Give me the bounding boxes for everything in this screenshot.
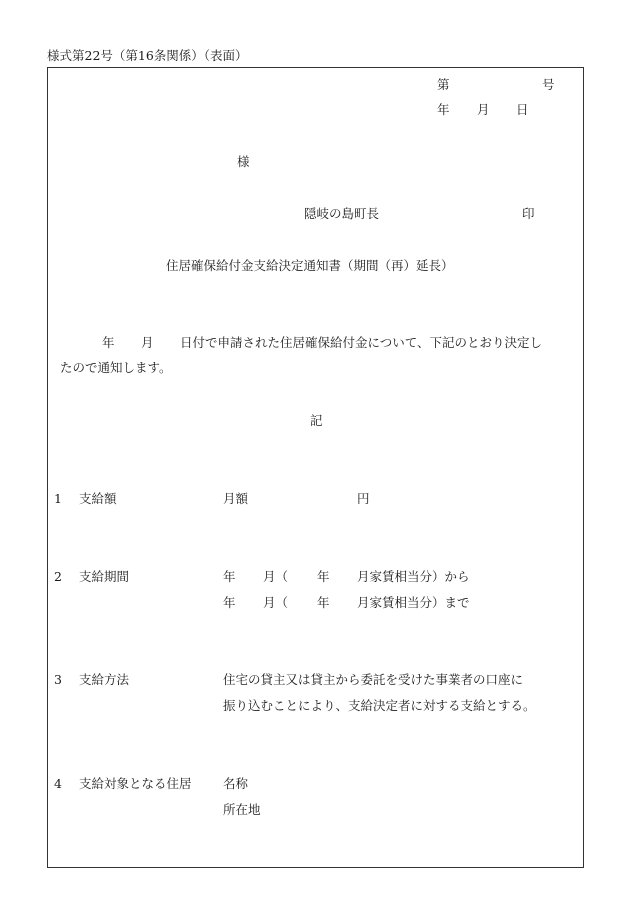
date-day: 日 <box>516 102 529 117</box>
period-from-month: 月（ <box>263 569 289 584</box>
item-3-line1: 住宅の貸主又は貸主から委託を受けた事業者の口座に <box>223 672 524 687</box>
item-3-line2: 振り込むことにより、支給決定者に対する支給とする。 <box>223 698 536 713</box>
body-year: 年 <box>102 335 115 350</box>
item-4-address: 所在地 <box>223 802 261 817</box>
item-1-number: 1 <box>54 491 62 506</box>
body-line2: たので通知します。 <box>60 360 172 375</box>
item-1-label: 支給額 <box>79 491 117 506</box>
period-to-year: 年 <box>223 595 236 610</box>
addressee-suffix: 様 <box>237 154 250 169</box>
issuer-name: 隠岐の島町長 <box>304 206 380 221</box>
period-to-year2: 年 <box>317 595 330 610</box>
item-1-monthly: 月額 <box>223 491 249 506</box>
date-month: 月 <box>477 102 490 117</box>
item-1-yen: 円 <box>357 491 370 506</box>
form-label: 様式第22号（第16条関係）（表面） <box>47 48 248 63</box>
item-4-label: 支給対象となる住居 <box>79 776 192 791</box>
item-4-number: 4 <box>54 776 62 791</box>
period-from-year: 年 <box>223 569 236 584</box>
number-suffix: 号 <box>542 77 555 92</box>
period-from-year2: 年 <box>317 569 330 584</box>
form-frame <box>47 67 584 868</box>
item-3-label: 支給方法 <box>79 672 130 687</box>
body-line1: 日付で申請された住居確保給付金について、下記のとおり決定し <box>180 335 543 350</box>
seal-mark: 印 <box>522 206 535 221</box>
body-month: 月 <box>141 335 154 350</box>
document-title: 住居確保給付金支給決定通知書（期間（再）延長） <box>166 258 454 273</box>
item-2-number: 2 <box>54 569 62 584</box>
period-from-rent: 月家賃相当分）から <box>357 569 470 584</box>
item-4-name: 名称 <box>223 776 249 791</box>
period-to-month: 月（ <box>263 595 289 610</box>
period-to-rent: 月家賃相当分）まで <box>357 595 470 610</box>
item-3-number: 3 <box>54 672 62 687</box>
item-2-label: 支給期間 <box>79 569 130 584</box>
number-prefix: 第 <box>437 77 450 92</box>
date-year: 年 <box>437 102 450 117</box>
ki-heading: 記 <box>310 413 323 428</box>
